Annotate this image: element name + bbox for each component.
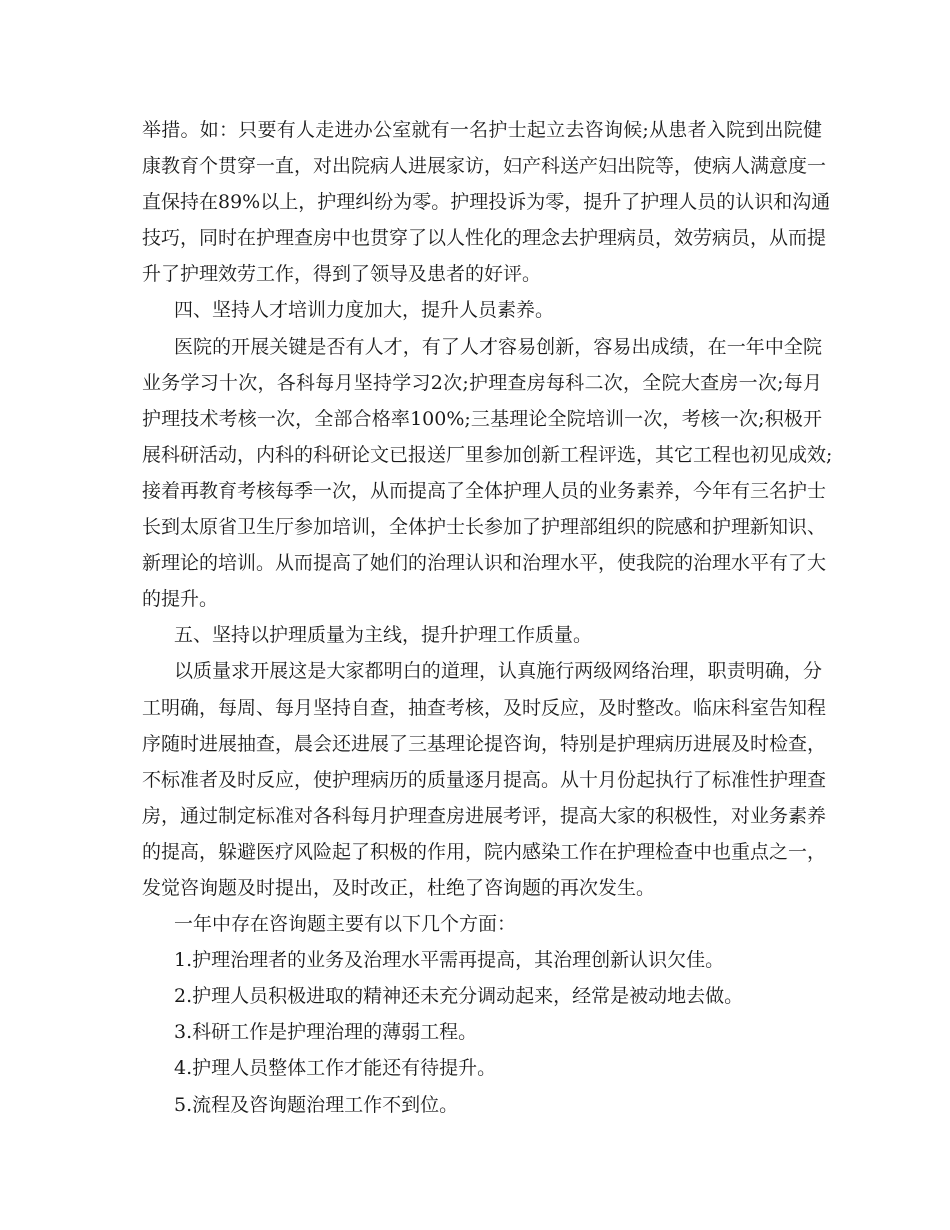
text-line: 长到太原省卫生厅参加培训，全体护士长参加了护理部组织的院感和护理新知识、: [142, 516, 827, 539]
problem-item-4: [142, 1050, 822, 1086]
paragraph-talent-training: [142, 329, 833, 618]
text-line: 展科研活动，内科的科研论文已报送厂里参加创新工程评选，其它工程也初见成效;: [142, 443, 833, 466]
text-line: 技巧，同时在护理查房中也贯穿了以人性化的理念去护理病员，效劳病员，从而提: [142, 227, 827, 250]
text-line: 接着再教育考核每季一次，从而提高了全体护理人员的业务素养，今年有三名护士: [142, 479, 827, 502]
heading-text: 五、坚持以护理质量为主线，提升护理工作质量。: [174, 624, 593, 647]
problem-item-1: [142, 942, 822, 978]
text-line: 的提高，躲避医疗风险起了积极的作用，院内感染工作在护理检查中也重点之一，: [142, 840, 827, 863]
section-heading-5: [142, 617, 822, 653]
paragraph-quality: [142, 653, 827, 906]
paragraph-problems-intro: [142, 906, 822, 942]
text-line: 一年中存在咨询题主要有以下几个方面：: [174, 913, 517, 936]
text-line: 直保持在89%以上，护理纠纷为零。护理投诉为零，提升了护理人员的认识和沟通: [142, 191, 831, 214]
text-line: 新理论的培训。从而提高了她们的治理认识和治理水平，使我院的治理水平有了大: [142, 552, 827, 575]
list-item: 3.科研工作是护理治理的薄弱工程。: [174, 1021, 478, 1044]
text-line: 工明确，每周、每月坚持自查，抽查考核，及时反应，及时整改。临床科室告知程: [142, 696, 827, 719]
text-line: 举措。如：只要有人走进办公室就有一名护士起立去咨询候;从患者入院到出院健: [142, 119, 822, 141]
paragraph-measures: [142, 112, 831, 292]
text-line: 医院的开展关键是否有人才，有了人才容易创新，容易出成绩，在一年中全院: [174, 335, 822, 358]
text-line: 发觉咨询题及时提出，及时改正，杜绝了咨询题的再次发生。: [142, 876, 656, 899]
list-item: 2.护理人员积极进取的精神还未充分调动起来，经常是被动地去做。: [174, 985, 744, 1008]
text-line: 的提升。: [142, 588, 219, 611]
heading-text: 四、坚持人才培训力度加大，提升人员素养。: [174, 299, 555, 322]
text-line: 康教育个贯穿一直，对出院病人进展家访，妇产科送产妇出院等，使病人满意度一: [142, 155, 827, 178]
text-line: 升了护理效劳工作，得到了领导及患者的好评。: [142, 263, 542, 286]
text-line: 房，通过制定标准对各科每月护理查房进展考评，提高大家的积极性，对业务素养: [142, 804, 827, 827]
text-line: 业务学习十次，各科每月坚持学习2次;护理查房每科二次，全院大查房一次;每月: [142, 371, 822, 394]
problem-item-5: [142, 1087, 822, 1123]
text-line: 不标准者及时反应，使护理病历的质量逐月提高。从十月份起执行了标准性护理查: [142, 768, 827, 791]
problem-item-3: [142, 1014, 822, 1050]
list-item: 4.护理人员整体工作才能还有待提升。: [174, 1057, 497, 1080]
text-line: 序随时进展抽查，晨会还进展了三基理论提咨询，特别是护理病历进展及时检查，: [142, 732, 827, 755]
list-item: 5.流程及咨询题治理工作不到位。: [174, 1093, 459, 1116]
text-line: 以质量求开展这是大家都明白的道理，认真施行两级网络治理，职责明确，分: [174, 660, 822, 683]
document-body: [142, 112, 833, 1123]
problem-item-2: [142, 978, 822, 1014]
section-heading-4: [142, 292, 822, 328]
list-item: 1.护理治理者的业务及治理水平需再提高，其治理创新认识欠佳。: [174, 949, 725, 972]
text-line: 护理技术考核一次，全部合格率100%;三基理论全院培训一次，考核一次;积极开: [142, 407, 822, 430]
